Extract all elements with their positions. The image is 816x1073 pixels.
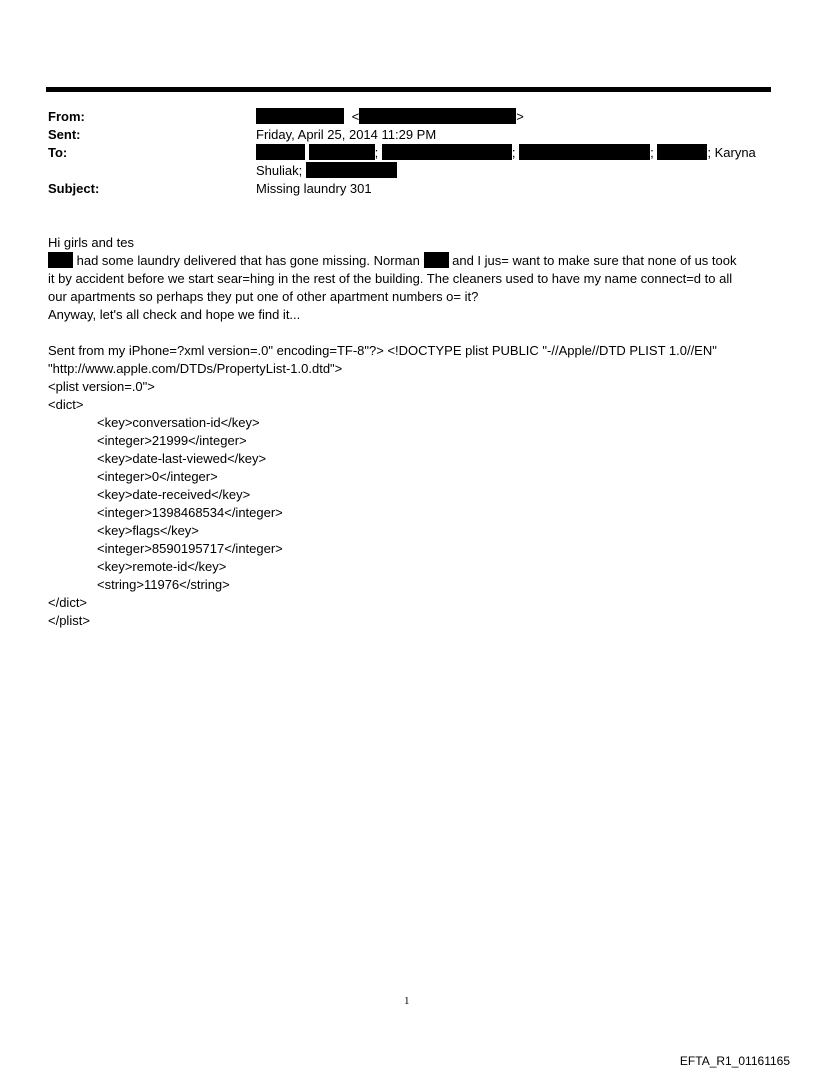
plist-close: </plist>: [48, 613, 90, 628]
plist-line: <string>11976</string>: [97, 577, 230, 592]
from-gt: >: [516, 109, 524, 124]
to-tail: ; Karyna: [707, 145, 756, 160]
document-id: EFTA_R1_01161165: [679, 1054, 790, 1068]
from-label: From:: [48, 109, 85, 124]
sent-label: Sent:: [48, 127, 81, 142]
plist-line: <key>remote-id</key>: [97, 559, 227, 574]
dict-close: </dict>: [48, 595, 88, 610]
subject-value: Missing laundry 301: [256, 181, 372, 196]
to-separator: ;: [511, 145, 516, 160]
redaction: [256, 144, 305, 160]
body-line-1: [48, 252, 737, 270]
redaction: [256, 108, 344, 124]
plist-line: <key>date-received</key>: [97, 487, 251, 502]
plist-line: <integer>8590195717</integer>: [97, 541, 283, 556]
plist-line: <key>conversation-id</key>: [97, 415, 260, 430]
plist-line: <key>date-last-viewed</key>: [97, 451, 267, 466]
redaction: [424, 252, 449, 268]
subject-label: Subject:: [48, 181, 100, 196]
to-value: [256, 144, 756, 162]
redaction: [48, 252, 73, 268]
redaction: [359, 108, 516, 124]
plist-line: <key>flags</key>: [97, 523, 199, 538]
from-value: [256, 108, 524, 126]
plist-line: <integer>0</integer>: [97, 469, 218, 484]
redaction: [382, 144, 512, 160]
plist-open: <plist version=.0">: [48, 379, 155, 394]
greeting: Hi girls and tes: [48, 235, 134, 250]
body-line-2: it by accident before we start sear=hing in the rest of the building. The cleaners used to have my name connect=d to all: [48, 271, 733, 286]
body-line-3: our apartments so perhaps they put one of other apartment numbers o= it?: [48, 289, 479, 304]
to-separator: ;: [650, 145, 654, 160]
redaction: [306, 162, 397, 178]
redaction: [657, 144, 707, 160]
dict-open: <dict>: [48, 397, 84, 412]
header-rule: [46, 87, 771, 92]
from-lt: <: [351, 109, 360, 124]
to-label: To:: [48, 145, 68, 160]
page-number: 1: [404, 995, 410, 1007]
body-line-1b: and I jus= want to make sure that none of us took: [452, 253, 737, 268]
redaction: [519, 144, 650, 160]
redaction: [309, 144, 375, 160]
sent-value: Friday, April 25, 2014 11:29 PM: [256, 127, 437, 142]
to-separator: ;: [374, 145, 379, 160]
body-line-4: Anyway, let's all check and hope we find it...: [48, 307, 301, 322]
plist-line: <integer>21999</integer>: [97, 433, 247, 448]
sent-from-line: Sent from my iPhone=?xml version=.0" encoding=TF-8"?> <!DOCTYPE plist PUBLIC "-//Apple//DTD PLIST 1.0//EN": [48, 343, 717, 358]
plist-line: <integer>1398468534</integer>: [97, 505, 283, 520]
to-value-line2: [256, 162, 397, 180]
body-line-1a: had some laundry delivered that has gone missing. Norman: [76, 253, 420, 268]
dtd-url-line: "http://www.apple.com/DTDs/PropertyList-1.0.dtd">: [48, 361, 343, 376]
to-line2-prefix: Shuliak;: [256, 163, 303, 178]
